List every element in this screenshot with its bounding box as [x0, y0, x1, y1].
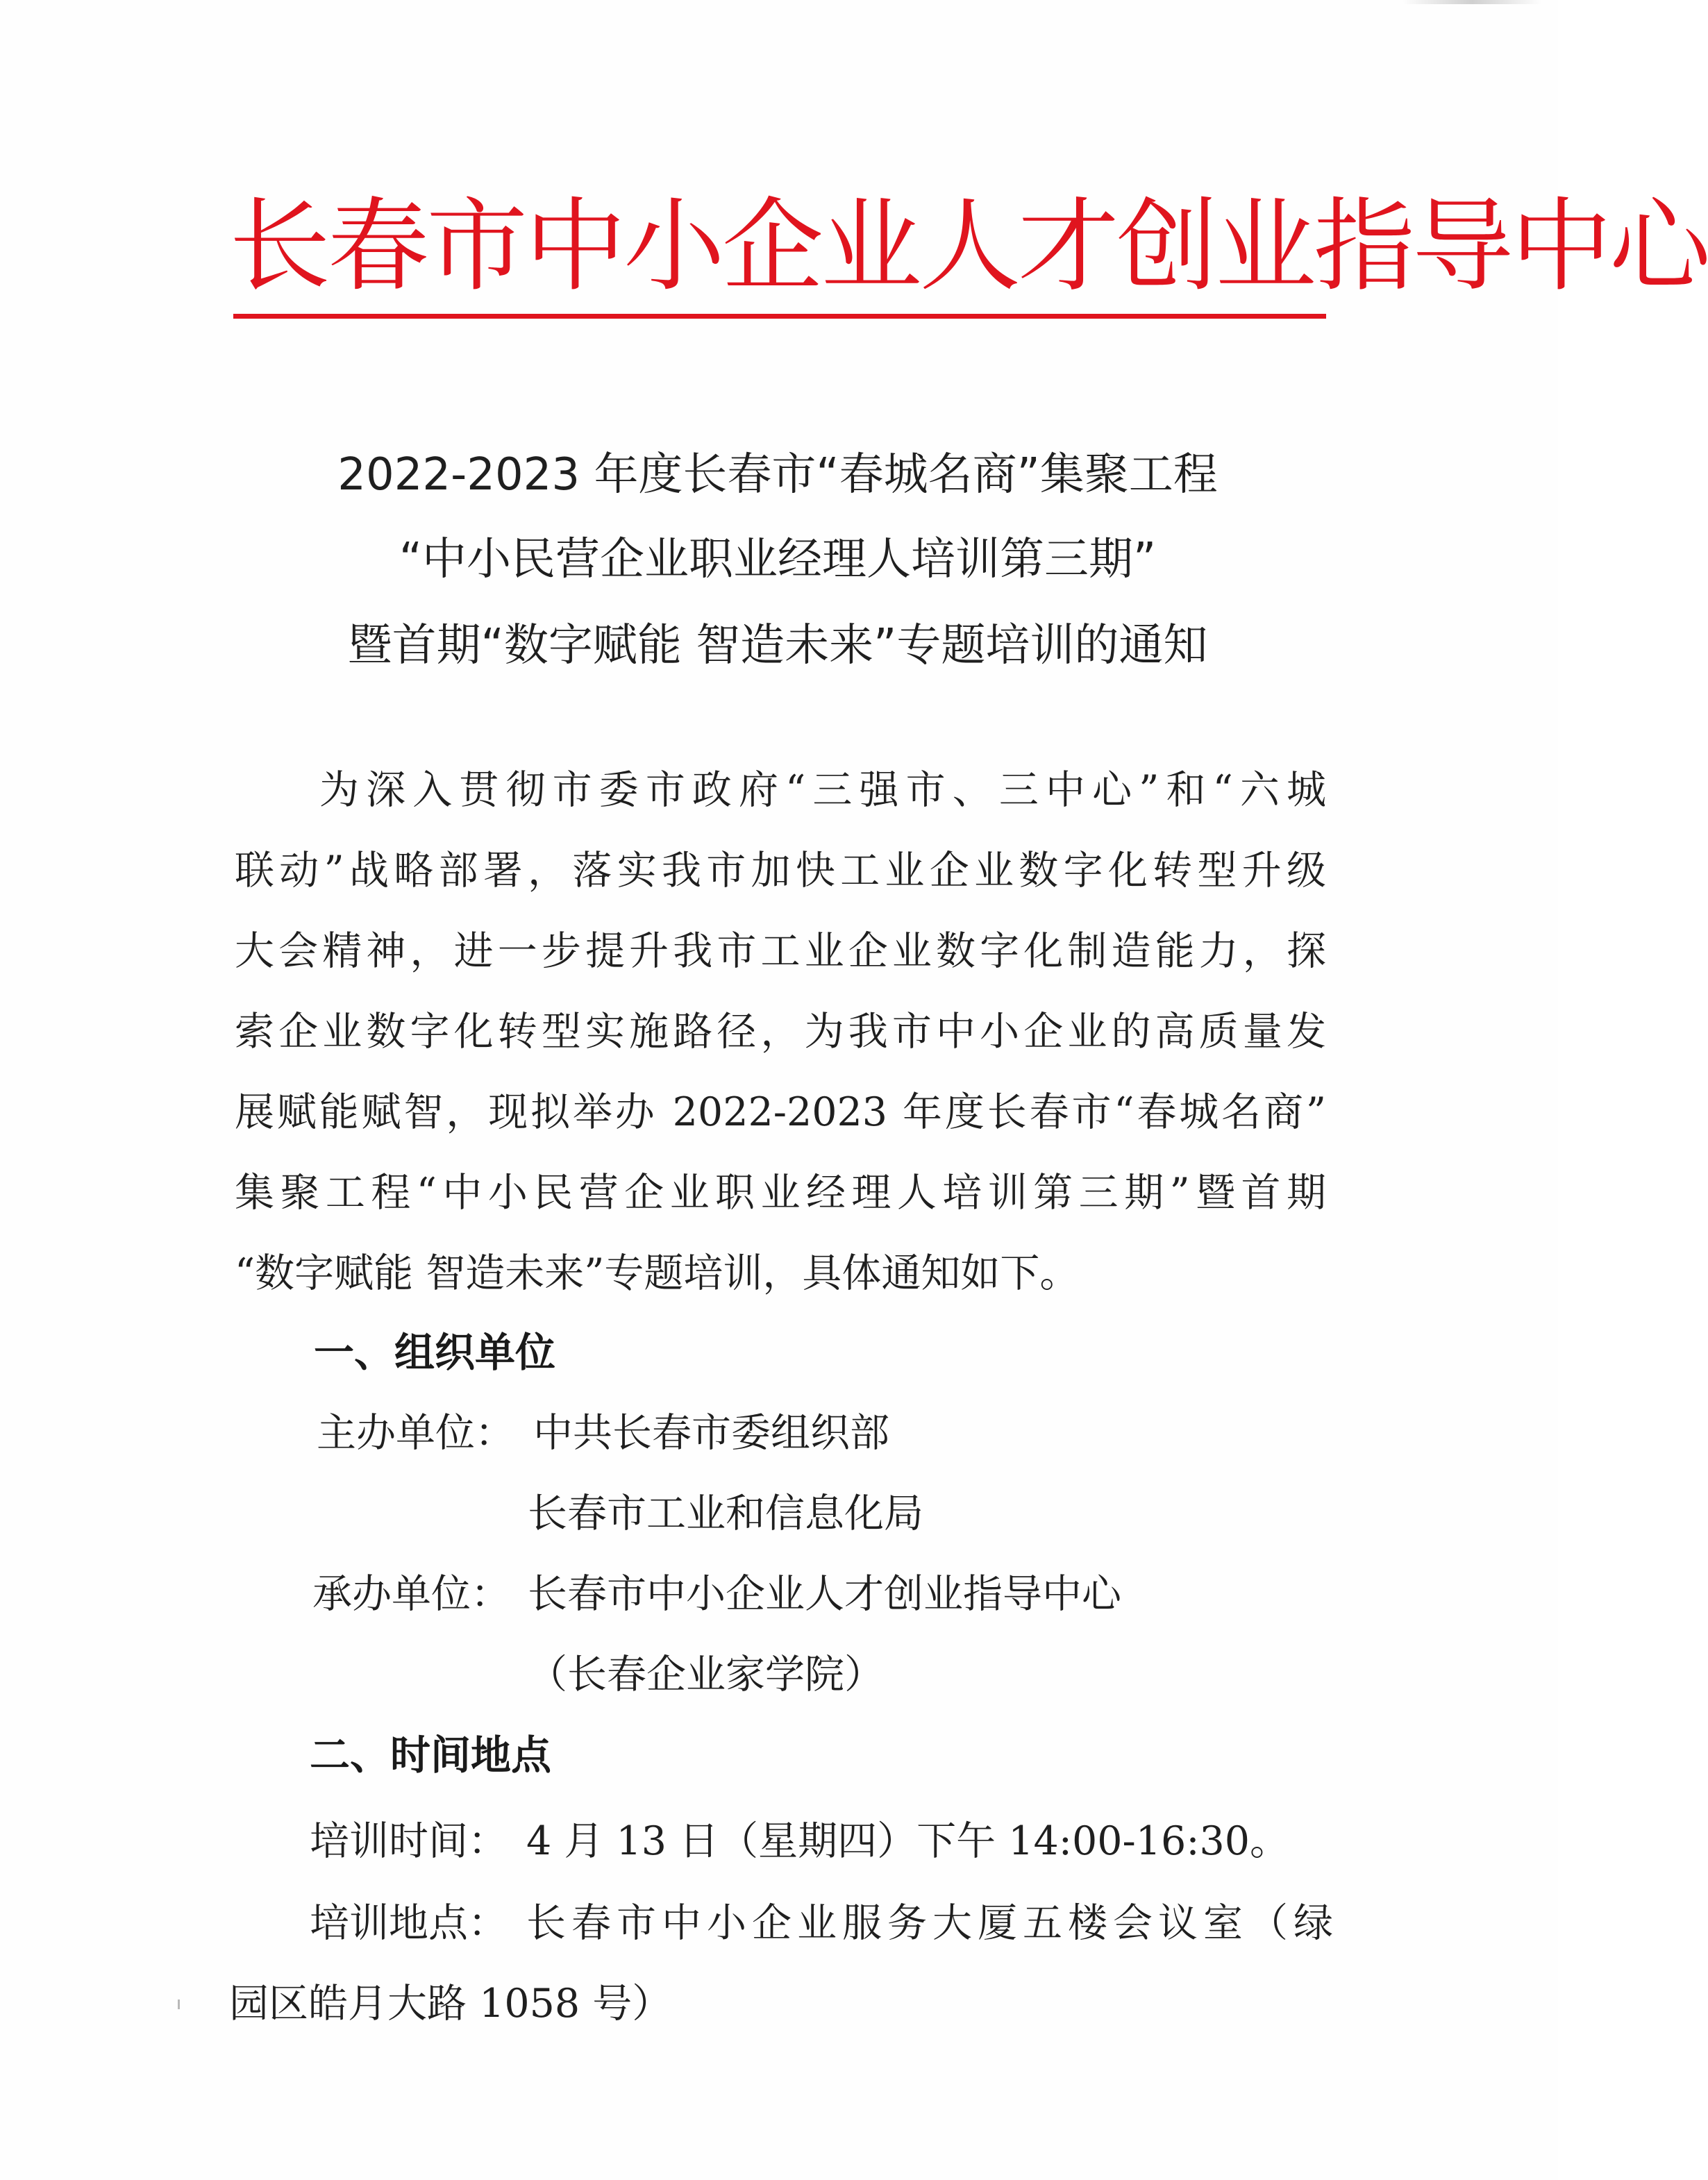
organizer-label: 承办单位： — [312, 1571, 510, 1617]
training-place-value: 长春市中小企业服务大厦五楼会议室（绿 — [526, 1900, 1333, 1946]
organizer-unit-1: 长春市中小企业人才创业指导中心 — [528, 1571, 1121, 1617]
section-heading-organizers: 一、组织单位 — [314, 1329, 556, 1376]
notice-title-line-2: “中小民营企业职业经理人培训第三期” — [399, 534, 1157, 585]
intro-line-2: 联动”战略部署，落实我市加快工业企业数字化转型升级 — [235, 848, 1326, 894]
scan-artifact-mark — [178, 1999, 180, 2009]
issuing-organization-title: 长春市中小企业人才创业指导中心 — [229, 187, 1708, 305]
host-label: 主办单位： — [317, 1410, 514, 1456]
intro-line-5: 展赋能赋智，现拟举办 2022-2023 年度长春市“春城名商” — [235, 1089, 1326, 1135]
training-place-label: 培训地点： — [310, 1900, 508, 1946]
training-time-label: 培训时间： — [310, 1818, 508, 1864]
header-red-rule — [233, 314, 1326, 319]
intro-line-4: 索企业数字化转型实施路径，为我市中小企业的高质量发 — [235, 1009, 1326, 1055]
scan-edge-mark — [1403, 0, 1541, 4]
section-heading-time-place: 二、时间地点 — [310, 1732, 552, 1779]
training-place-value-continued: 园区皓月大路 1058 号） — [229, 1981, 672, 2027]
intro-line-6: 集聚工程“中小民营企业职业经理人培训第三期”暨首期 — [235, 1170, 1326, 1216]
intro-line-3: 大会精神，进一步提升我市工业企业数字化制造能力，探 — [235, 928, 1326, 974]
intro-line-1: 为深入贯彻市委市政府“三强市、三中心”和“六城 — [319, 767, 1326, 813]
notice-title-line-3: 暨首期“数字赋能 智造未来”专题培训的通知 — [347, 620, 1208, 671]
host-unit-2: 长春市工业和信息化局 — [528, 1491, 923, 1536]
host-unit-1: 中共长春市委组织部 — [533, 1410, 889, 1456]
intro-line-7: “数字赋能 智造未来”专题培训，具体通知如下。 — [235, 1250, 1080, 1296]
training-time-value: 4 月 13 日（星期四）下午 14:00-16:30。 — [526, 1818, 1290, 1864]
notice-title-line-1: 2022-2023 年度长春市“春城名商”集聚工程 — [337, 449, 1218, 501]
organizer-unit-2: （长春企业家学院） — [528, 1652, 884, 1697]
